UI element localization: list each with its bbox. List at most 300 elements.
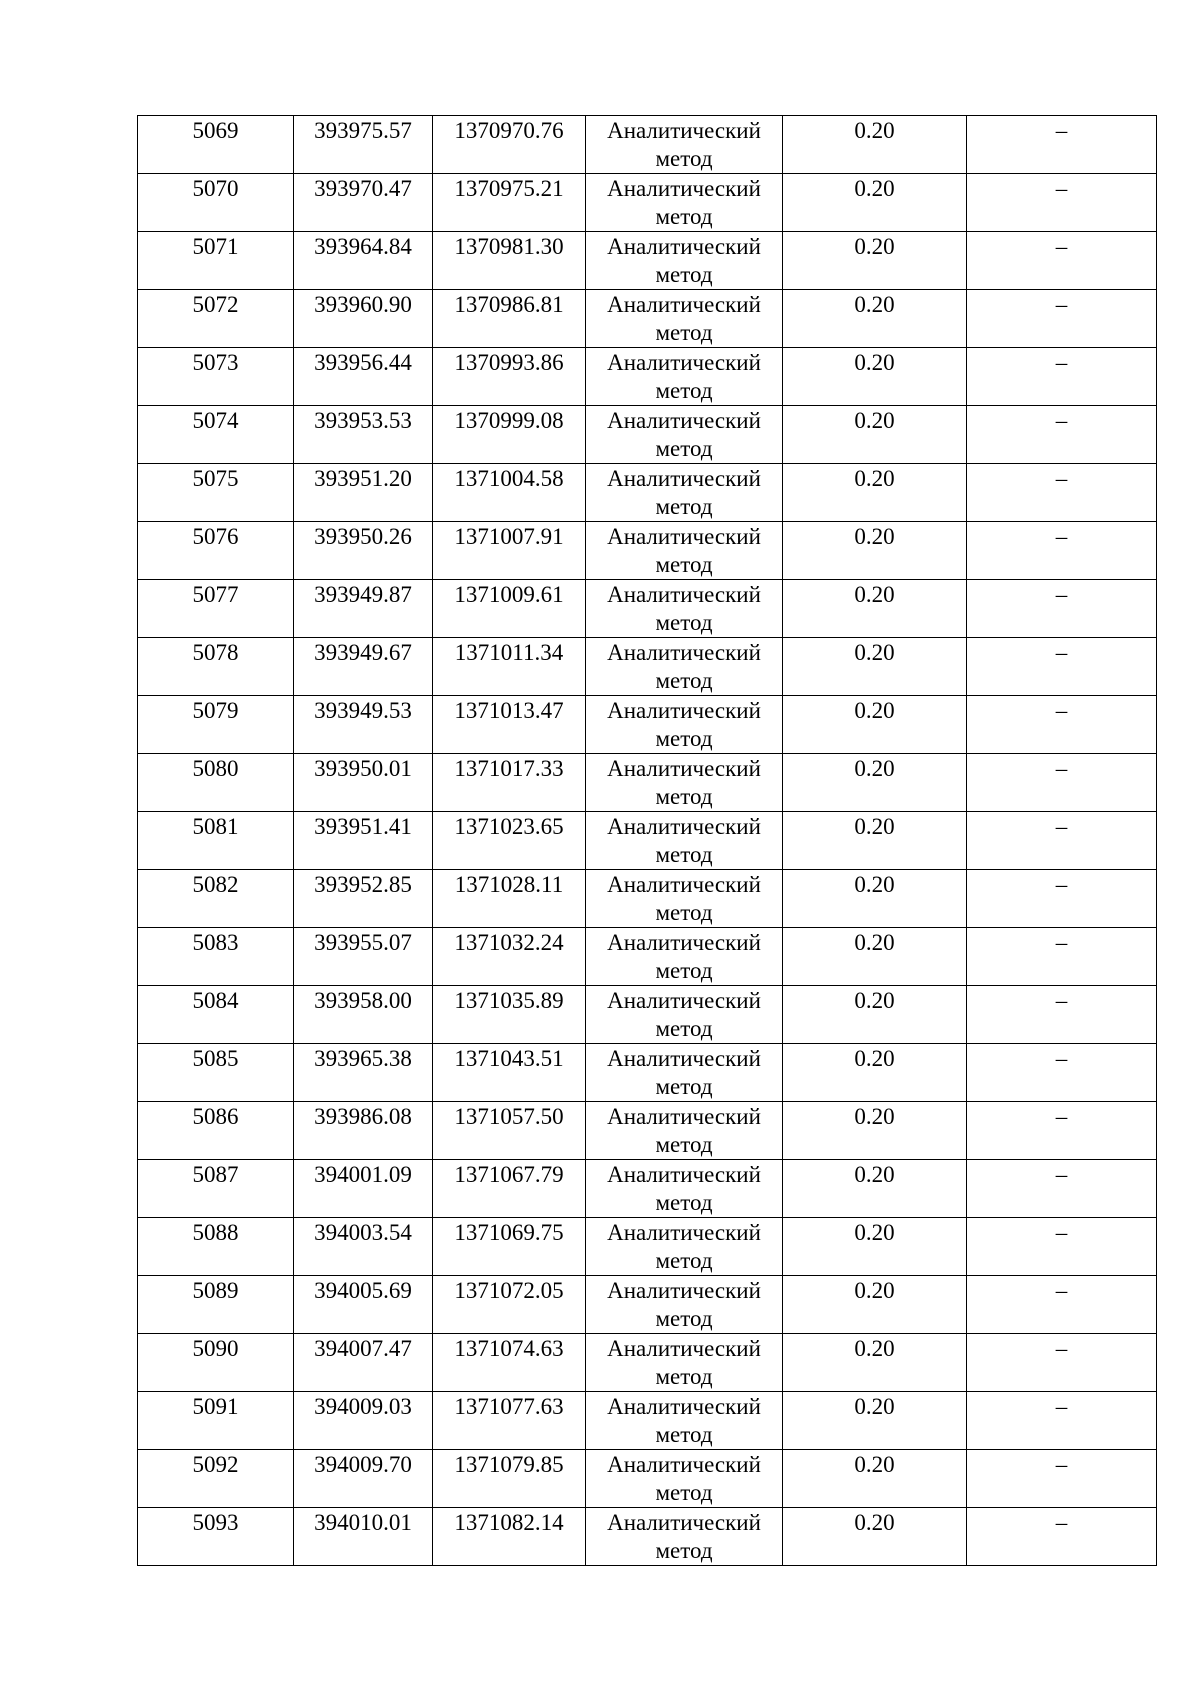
x-coordinate-cell [294, 696, 433, 754]
table-row [138, 1392, 1157, 1450]
table-row [138, 638, 1157, 696]
note-cell-text: – [1055, 814, 1068, 839]
note-cell-text: – [1055, 1220, 1068, 1245]
x-coordinate-cell-text: 393950.01 [314, 756, 412, 781]
x-coordinate-cell-text: 393986.08 [314, 1104, 412, 1129]
x-coordinate-cell-text: 393956.44 [314, 350, 412, 375]
method-cell-text: Аналитический метод [607, 1162, 761, 1215]
x-coordinate-cell-text: 393953.53 [314, 408, 412, 433]
accuracy-cell-text: 0.20 [854, 1104, 895, 1129]
accuracy-cell-text: 0.20 [854, 176, 895, 201]
y-coordinate-cell-text: 1371082.14 [454, 1510, 564, 1535]
method-cell [586, 348, 783, 406]
accuracy-cell-text: 0.20 [854, 1394, 895, 1419]
point-number-cell [138, 812, 294, 870]
y-coordinate-cell [433, 174, 586, 232]
x-coordinate-cell [294, 464, 433, 522]
accuracy-cell-text: 0.20 [854, 582, 895, 607]
method-cell-text: Аналитический метод [607, 930, 761, 983]
x-coordinate-cell-text: 393951.41 [314, 814, 412, 839]
note-cell-text: – [1055, 1278, 1068, 1303]
table-row [138, 174, 1157, 232]
accuracy-cell [783, 464, 967, 522]
x-coordinate-cell [294, 1508, 433, 1566]
note-cell-text: – [1055, 292, 1068, 317]
point-number-cell [138, 1392, 294, 1450]
method-cell [586, 986, 783, 1044]
point-number-cell [138, 1218, 294, 1276]
x-coordinate-cell-text: 393955.07 [314, 930, 412, 955]
table-row [138, 1160, 1157, 1218]
accuracy-cell [783, 1508, 967, 1566]
accuracy-cell [783, 1450, 967, 1508]
x-coordinate-cell-text: 393952.85 [314, 872, 412, 897]
method-cell [586, 1508, 783, 1566]
coordinates-table [137, 115, 1157, 1566]
y-coordinate-cell [433, 1044, 586, 1102]
y-coordinate-cell [433, 116, 586, 174]
point-number-cell [138, 986, 294, 1044]
y-coordinate-cell-text: 1370986.81 [454, 292, 564, 317]
point-number-cell-text: 5071 [192, 234, 239, 259]
method-cell [586, 870, 783, 928]
x-coordinate-cell [294, 1102, 433, 1160]
accuracy-cell-text: 0.20 [854, 292, 895, 317]
x-coordinate-cell [294, 1276, 433, 1334]
method-cell-text: Аналитический метод [607, 1452, 761, 1505]
point-number-cell-text: 5070 [192, 176, 239, 201]
note-cell [967, 1160, 1157, 1218]
y-coordinate-cell [433, 1102, 586, 1160]
point-number-cell-text: 5079 [192, 698, 239, 723]
y-coordinate-cell [433, 232, 586, 290]
accuracy-cell [783, 1334, 967, 1392]
method-cell-text: Аналитический метод [607, 1336, 761, 1389]
method-cell [586, 1044, 783, 1102]
x-coordinate-cell [294, 754, 433, 812]
note-cell [967, 406, 1157, 464]
point-number-cell-text: 5073 [192, 350, 239, 375]
x-coordinate-cell [294, 1392, 433, 1450]
x-coordinate-cell [294, 522, 433, 580]
x-coordinate-cell-text: 394007.47 [314, 1336, 412, 1361]
y-coordinate-cell [433, 1276, 586, 1334]
accuracy-cell-text: 0.20 [854, 1220, 895, 1245]
note-cell-text: – [1055, 118, 1068, 143]
y-coordinate-cell-text: 1370970.76 [454, 118, 564, 143]
x-coordinate-cell-text: 393951.20 [314, 466, 412, 491]
point-number-cell-text: 5075 [192, 466, 239, 491]
note-cell-text: – [1055, 1452, 1068, 1477]
method-cell [586, 812, 783, 870]
note-cell [967, 290, 1157, 348]
method-cell [586, 116, 783, 174]
method-cell [586, 754, 783, 812]
y-coordinate-cell-text: 1371023.65 [454, 814, 564, 839]
method-cell [586, 638, 783, 696]
method-cell-text: Аналитический метод [607, 524, 761, 577]
table-row [138, 464, 1157, 522]
note-cell [967, 1508, 1157, 1566]
accuracy-cell [783, 580, 967, 638]
accuracy-cell-text: 0.20 [854, 234, 895, 259]
x-coordinate-cell [294, 870, 433, 928]
accuracy-cell-text: 0.20 [854, 698, 895, 723]
accuracy-cell [783, 1102, 967, 1160]
point-number-cell-text: 5080 [192, 756, 239, 781]
table-row [138, 754, 1157, 812]
accuracy-cell [783, 754, 967, 812]
point-number-cell [138, 1160, 294, 1218]
note-cell-text: – [1055, 756, 1068, 781]
x-coordinate-cell [294, 1334, 433, 1392]
method-cell [586, 1218, 783, 1276]
note-cell [967, 986, 1157, 1044]
note-cell-text: – [1055, 1162, 1068, 1187]
method-cell-text: Аналитический метод [607, 1394, 761, 1447]
note-cell-text: – [1055, 872, 1068, 897]
accuracy-cell [783, 232, 967, 290]
x-coordinate-cell [294, 116, 433, 174]
point-number-cell [138, 232, 294, 290]
accuracy-cell-text: 0.20 [854, 350, 895, 375]
accuracy-cell-text: 0.20 [854, 640, 895, 665]
method-cell-text: Аналитический метод [607, 1104, 761, 1157]
point-number-cell-text: 5078 [192, 640, 239, 665]
note-cell-text: – [1055, 176, 1068, 201]
point-number-cell [138, 464, 294, 522]
point-number-cell-text: 5090 [192, 1336, 239, 1361]
point-number-cell [138, 522, 294, 580]
accuracy-cell [783, 1044, 967, 1102]
note-cell-text: – [1055, 1510, 1068, 1535]
note-cell-text: – [1055, 930, 1068, 955]
table-row [138, 986, 1157, 1044]
y-coordinate-cell-text: 1371007.91 [454, 524, 564, 549]
note-cell [967, 116, 1157, 174]
accuracy-cell [783, 638, 967, 696]
method-cell [586, 1276, 783, 1334]
y-coordinate-cell-text: 1371032.24 [454, 930, 564, 955]
method-cell-text: Аналитический метод [607, 582, 761, 635]
method-cell [586, 1102, 783, 1160]
y-coordinate-cell [433, 1218, 586, 1276]
note-cell-text: – [1055, 1394, 1068, 1419]
y-coordinate-cell [433, 348, 586, 406]
y-coordinate-cell [433, 1450, 586, 1508]
table-body [138, 116, 1157, 1566]
method-cell-text: Аналитический метод [607, 350, 761, 403]
method-cell-text: Аналитический метод [607, 872, 761, 925]
note-cell-text: – [1055, 640, 1068, 665]
table-row [138, 406, 1157, 464]
accuracy-cell [783, 870, 967, 928]
accuracy-cell [783, 174, 967, 232]
x-coordinate-cell [294, 1044, 433, 1102]
point-number-cell [138, 290, 294, 348]
method-cell [586, 1392, 783, 1450]
note-cell [967, 1392, 1157, 1450]
x-coordinate-cell-text: 393965.38 [314, 1046, 412, 1071]
y-coordinate-cell [433, 870, 586, 928]
y-coordinate-cell [433, 406, 586, 464]
method-cell-text: Аналитический метод [607, 292, 761, 345]
method-cell-text: Аналитический метод [607, 814, 761, 867]
table-row [138, 1334, 1157, 1392]
y-coordinate-cell-text: 1371074.63 [454, 1336, 564, 1361]
point-number-cell [138, 116, 294, 174]
note-cell [967, 580, 1157, 638]
accuracy-cell-text: 0.20 [854, 814, 895, 839]
note-cell [967, 348, 1157, 406]
accuracy-cell-text: 0.20 [854, 408, 895, 433]
note-cell [967, 928, 1157, 986]
point-number-cell-text: 5074 [192, 408, 239, 433]
accuracy-cell [783, 406, 967, 464]
note-cell [967, 870, 1157, 928]
accuracy-cell-text: 0.20 [854, 1278, 895, 1303]
note-cell [967, 754, 1157, 812]
point-number-cell-text: 5091 [192, 1394, 239, 1419]
y-coordinate-cell [433, 986, 586, 1044]
table-row [138, 116, 1157, 174]
note-cell [967, 1334, 1157, 1392]
table-row [138, 580, 1157, 638]
x-coordinate-cell-text: 393949.53 [314, 698, 412, 723]
accuracy-cell [783, 986, 967, 1044]
note-cell [967, 696, 1157, 754]
note-cell-text: – [1055, 1046, 1068, 1071]
table-row [138, 870, 1157, 928]
y-coordinate-cell [433, 1392, 586, 1450]
method-cell [586, 174, 783, 232]
note-cell [967, 1450, 1157, 1508]
y-coordinate-cell-text: 1370993.86 [454, 350, 564, 375]
y-coordinate-cell [433, 1160, 586, 1218]
method-cell-text: Аналитический метод [607, 756, 761, 809]
x-coordinate-cell [294, 348, 433, 406]
y-coordinate-cell-text: 1371017.33 [454, 756, 564, 781]
x-coordinate-cell [294, 1160, 433, 1218]
point-number-cell [138, 1334, 294, 1392]
method-cell-text: Аналитический метод [607, 176, 761, 229]
point-number-cell-text: 5072 [192, 292, 239, 317]
accuracy-cell [783, 116, 967, 174]
x-coordinate-cell-text: 394009.70 [314, 1452, 412, 1477]
table-row [138, 1218, 1157, 1276]
note-cell [967, 174, 1157, 232]
note-cell-text: – [1055, 1336, 1068, 1361]
x-coordinate-cell-text: 393960.90 [314, 292, 412, 317]
y-coordinate-cell [433, 464, 586, 522]
y-coordinate-cell-text: 1371079.85 [454, 1452, 564, 1477]
point-number-cell-text: 5088 [192, 1220, 239, 1245]
table-row [138, 1276, 1157, 1334]
point-number-cell [138, 696, 294, 754]
point-number-cell [138, 174, 294, 232]
note-cell [967, 1102, 1157, 1160]
accuracy-cell [783, 812, 967, 870]
note-cell-text: – [1055, 1104, 1068, 1129]
y-coordinate-cell-text: 1371011.34 [454, 640, 564, 665]
accuracy-cell [783, 1392, 967, 1450]
point-number-cell-text: 5076 [192, 524, 239, 549]
table-row [138, 1508, 1157, 1566]
note-cell [967, 812, 1157, 870]
x-coordinate-cell [294, 580, 433, 638]
y-coordinate-cell [433, 754, 586, 812]
point-number-cell [138, 1276, 294, 1334]
table-row [138, 348, 1157, 406]
accuracy-cell-text: 0.20 [854, 1162, 895, 1187]
y-coordinate-cell [433, 638, 586, 696]
y-coordinate-cell-text: 1370999.08 [454, 408, 564, 433]
point-number-cell-text: 5084 [192, 988, 239, 1013]
point-number-cell [138, 638, 294, 696]
y-coordinate-cell-text: 1371004.58 [454, 466, 564, 491]
note-cell [967, 1276, 1157, 1334]
x-coordinate-cell-text: 393970.47 [314, 176, 412, 201]
note-cell [967, 638, 1157, 696]
point-number-cell-text: 5085 [192, 1046, 239, 1071]
x-coordinate-cell-text: 393950.26 [314, 524, 412, 549]
y-coordinate-cell-text: 1370981.30 [454, 234, 564, 259]
point-number-cell [138, 754, 294, 812]
y-coordinate-cell-text: 1371077.63 [454, 1394, 564, 1419]
y-coordinate-cell-text: 1371072.05 [454, 1278, 564, 1303]
accuracy-cell-text: 0.20 [854, 930, 895, 955]
y-coordinate-cell [433, 1334, 586, 1392]
x-coordinate-cell [294, 174, 433, 232]
x-coordinate-cell-text: 393949.87 [314, 582, 412, 607]
accuracy-cell [783, 696, 967, 754]
y-coordinate-cell [433, 928, 586, 986]
y-coordinate-cell [433, 290, 586, 348]
accuracy-cell-text: 0.20 [854, 118, 895, 143]
point-number-cell-text: 5077 [192, 582, 239, 607]
method-cell-text: Аналитический метод [607, 640, 761, 693]
table-row [138, 928, 1157, 986]
method-cell [586, 290, 783, 348]
accuracy-cell-text: 0.20 [854, 1336, 895, 1361]
method-cell [586, 696, 783, 754]
note-cell-text: – [1055, 582, 1068, 607]
y-coordinate-cell-text: 1371069.75 [454, 1220, 564, 1245]
x-coordinate-cell-text: 394001.09 [314, 1162, 412, 1187]
note-cell-text: – [1055, 234, 1068, 259]
note-cell-text: – [1055, 350, 1068, 375]
point-number-cell [138, 870, 294, 928]
y-coordinate-cell-text: 1371035.89 [454, 988, 564, 1013]
note-cell-text: – [1055, 466, 1068, 491]
method-cell [586, 1334, 783, 1392]
x-coordinate-cell [294, 812, 433, 870]
method-cell [586, 232, 783, 290]
x-coordinate-cell-text: 394005.69 [314, 1278, 412, 1303]
y-coordinate-cell-text: 1371013.47 [454, 698, 564, 723]
x-coordinate-cell [294, 406, 433, 464]
method-cell [586, 522, 783, 580]
y-coordinate-cell-text: 1371067.79 [454, 1162, 564, 1187]
y-coordinate-cell [433, 522, 586, 580]
y-coordinate-cell-text: 1371043.51 [454, 1046, 564, 1071]
y-coordinate-cell [433, 696, 586, 754]
method-cell [586, 406, 783, 464]
note-cell-text: – [1055, 698, 1068, 723]
method-cell-text: Аналитический метод [607, 118, 761, 171]
note-cell [967, 522, 1157, 580]
x-coordinate-cell-text: 394009.03 [314, 1394, 412, 1419]
point-number-cell [138, 1044, 294, 1102]
method-cell-text: Аналитический метод [607, 408, 761, 461]
point-number-cell [138, 928, 294, 986]
method-cell-text: Аналитический метод [607, 698, 761, 751]
point-number-cell-text: 5092 [192, 1452, 239, 1477]
note-cell [967, 1218, 1157, 1276]
point-number-cell [138, 1102, 294, 1160]
method-cell [586, 1160, 783, 1218]
x-coordinate-cell-text: 393958.00 [314, 988, 412, 1013]
accuracy-cell [783, 1276, 967, 1334]
note-cell-text: – [1055, 408, 1068, 433]
point-number-cell-text: 5082 [192, 872, 239, 897]
point-number-cell [138, 1450, 294, 1508]
accuracy-cell-text: 0.20 [854, 524, 895, 549]
x-coordinate-cell-text: 394010.01 [314, 1510, 412, 1535]
method-cell-text: Аналитический метод [607, 1278, 761, 1331]
table-row [138, 696, 1157, 754]
accuracy-cell [783, 348, 967, 406]
point-number-cell [138, 1508, 294, 1566]
table-row [138, 1102, 1157, 1160]
method-cell-text: Аналитический метод [607, 234, 761, 287]
point-number-cell-text: 5087 [192, 1162, 239, 1187]
table-row [138, 522, 1157, 580]
method-cell-text: Аналитический метод [607, 466, 761, 519]
x-coordinate-cell [294, 638, 433, 696]
point-number-cell [138, 406, 294, 464]
accuracy-cell-text: 0.20 [854, 988, 895, 1013]
accuracy-cell-text: 0.20 [854, 756, 895, 781]
y-coordinate-cell [433, 812, 586, 870]
point-number-cell [138, 348, 294, 406]
table-row [138, 1450, 1157, 1508]
x-coordinate-cell [294, 1450, 433, 1508]
note-cell [967, 1044, 1157, 1102]
table-row [138, 232, 1157, 290]
method-cell-text: Аналитический метод [607, 1510, 761, 1563]
point-number-cell [138, 580, 294, 638]
note-cell [967, 464, 1157, 522]
accuracy-cell [783, 1160, 967, 1218]
table-row [138, 1044, 1157, 1102]
table-row [138, 812, 1157, 870]
x-coordinate-cell-text: 393964.84 [314, 234, 412, 259]
accuracy-cell-text: 0.20 [854, 1452, 895, 1477]
point-number-cell-text: 5069 [192, 118, 239, 143]
method-cell [586, 464, 783, 522]
y-coordinate-cell [433, 580, 586, 638]
x-coordinate-cell-text: 393975.57 [314, 118, 412, 143]
method-cell-text: Аналитический метод [607, 988, 761, 1041]
accuracy-cell-text: 0.20 [854, 1510, 895, 1535]
point-number-cell-text: 5089 [192, 1278, 239, 1303]
x-coordinate-cell-text: 393949.67 [314, 640, 412, 665]
x-coordinate-cell [294, 290, 433, 348]
accuracy-cell [783, 928, 967, 986]
x-coordinate-cell [294, 986, 433, 1044]
point-number-cell-text: 5081 [192, 814, 239, 839]
